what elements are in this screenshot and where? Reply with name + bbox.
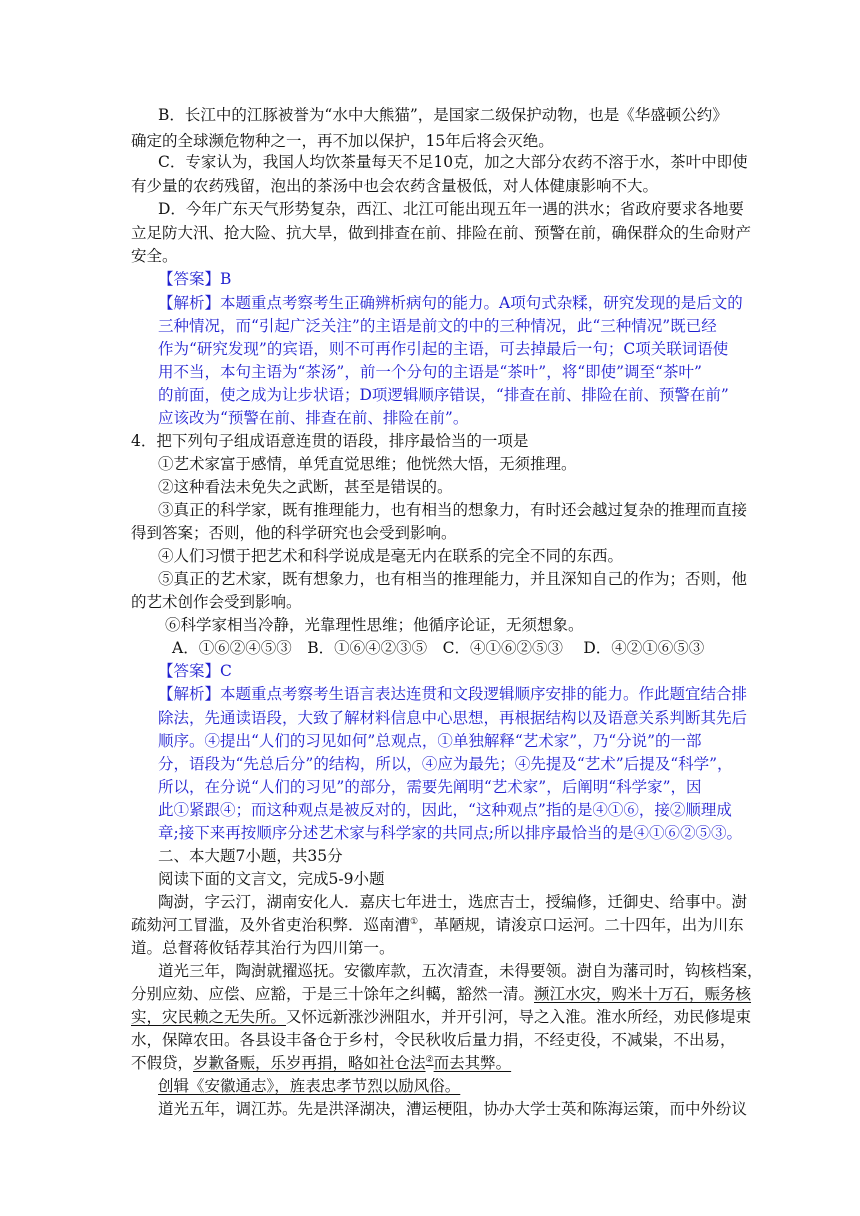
q4-sentence-1: ①艺术家富于感情，单凭直觉思维；他恍然大悟，无须推理。 xyxy=(158,455,577,473)
q4-analysis-line3: 顺序。④提出“人们的习见如何”总观点，①单独解释“艺术家”，乃“分说”的一部 xyxy=(158,732,702,750)
q3-analysis-line2: 三种情况，而“引起广泛关注”的主语是前文的中的三种情况，此“三种情况”既已经 xyxy=(158,317,717,335)
q4-sentence-5-line2: 的艺术创作会受到影响。 xyxy=(131,593,302,611)
q4-stem: 4．把下列句子组成语意连贯的语段，排序最恰当的一项是 xyxy=(131,432,529,450)
q3-option-c-line2: 有少量的农药残留，泡出的茶汤中也会农药含量极低，对人体健康影响不大。 xyxy=(131,177,659,195)
passage-p1-line3: 道。总督蒋攸铦荐其治行为四川第一。 xyxy=(131,939,395,957)
q4-answer: 【答案】C xyxy=(158,662,232,680)
q3-option-b-line2: 确定的全球濒危物种之一，再不加以保护，15年后将会灭绝。 xyxy=(131,132,554,150)
passage-p2-line3 xyxy=(131,1006,751,1028)
section-instruction: 阅读下面的文言文，完成5-9小题 xyxy=(158,870,385,888)
q3-option-c-line1: C．专家认为，我国人均饮茶量每天不足10克，加之大部分农药不溶于水，茶叶中即使 xyxy=(158,153,748,171)
passage-p2-line2-text: 分别应劾、应偿、应豁，于是三十馀年之纠轕，豁然一清。 xyxy=(131,985,535,1003)
q3-option-d-line2: 立足防大汛、抢大险、抗大旱，做到排查在前、排险在前、预警在前，确保群众的生命财产 xyxy=(131,224,752,242)
q4-sentence-4: ④人们习惯于把艺术和科学说成是毫无内在联系的完全不同的东西。 xyxy=(158,547,624,565)
q4-analysis-line4: 分，语段为“先总后分”的结构，所以，④应为最先；④先提及“艺术”后提及“科学”， xyxy=(158,755,733,773)
passage-p2-line5 xyxy=(131,1052,511,1074)
q4-analysis-line1: 【解析】本题重点考察考生语言表达连贯和文段逻辑顺序安排的能力。作此题宜结合排 xyxy=(158,685,748,703)
underlined-sentence-2a: 岁歉备赈，乐岁再捐，略如社仓法 xyxy=(193,1054,426,1072)
passage-p2-line2 xyxy=(131,983,751,1005)
q4-sentence-5-line1: ⑤真正的艺术家，既有想象力，也有相当的推理能力，并且深知自己的作为；否则，他 xyxy=(158,570,748,588)
q3-analysis-line4: 用不当，本句主语为“茶汤”，前一个分句的主语是“茶叶”，将“即使”调至“茶叶” xyxy=(158,363,702,381)
footnote-marker-2: ② xyxy=(425,1054,434,1065)
passage-p3-line1: 道光五年，调江苏。先是洪泽湖决，漕运梗阻，协办大学士英和陈海运策，而中外纷议 xyxy=(158,1100,748,1118)
q3-option-d-line1: D．今年广东天气形势复杂，西江、北江可能出现五年一遇的洪水；省政府要求各地要 xyxy=(158,200,744,218)
q3-analysis-line5: 的前面，使之成为让步状语；D项逻辑顺序错误，“排查在前、排险在前、预警在前” xyxy=(158,386,729,404)
q4-analysis-line6: 此①紧跟④；而这种观点是被反对的，因此，“这种观点”指的是④①⑥，接②顺理成 xyxy=(158,801,732,819)
q3-option-d-line3: 安全。 xyxy=(131,247,178,265)
q4-sentence-3-line2: 得到答案；否则，他的科学研究也会受到影响。 xyxy=(131,524,457,542)
q3-analysis-line1: 【解析】本题重点考察考生正确辨析病句的能力。A项句式杂糅，研究发现的是后文的 xyxy=(158,294,743,312)
passage-p2-line3-text: 又怀远新涨沙洲阻水，并开引河，导之入淮。淮水所经，劝民修堤束 xyxy=(286,1008,752,1026)
q4-options: A．①⑥②④⑤③ B．①⑥④②③⑤ C．④①⑥②⑤③ D．④②①⑥⑤③ xyxy=(172,639,705,657)
q3-option-b-line1: B．长江中的江豚被誉为“水中大熊猫”，是国家二级保护动物，也是《华盛顿公约》 xyxy=(158,106,728,124)
q3-answer: 【答案】B xyxy=(158,270,232,288)
q4-sentence-2: ②这种看法未免失之武断，甚至是错误的。 xyxy=(158,478,453,496)
q4-analysis-line5: 所以，在分说“人们的习见”的部分，需要先阐明“艺术家”，后阐明“科学家”，因 xyxy=(158,778,702,796)
passage-p1-line1: 陶澍，字云汀，湖南安化人．嘉庆七年进士，选庶吉士，授编修，迁御史、给事中。澍 xyxy=(158,893,748,911)
q4-analysis-line2: 除法，先通读语段，大致了解材料信息中心思想，再根据结构以及语意关系判断其先后 xyxy=(158,709,748,727)
q4-sentence-6: ⑥科学家相当冷静，光靠理性思维；他循序论证，无须想象。 xyxy=(165,616,584,634)
section-heading: 二、本大题7小题，共35分 xyxy=(158,847,343,865)
footnote-marker-1: ① xyxy=(410,916,419,927)
q4-analysis-line7: 章;接下来再按顺序分述艺术家与科学家的共同点;所以排序最恰当的是④①⑥②⑤③。 xyxy=(158,824,742,842)
underlined-sentence-2b: 而去其弊。 xyxy=(433,1054,512,1072)
passage-p1-line2-tail: ，革陋规，请浚京口运河。二十四年，出为川东 xyxy=(418,916,744,934)
q3-analysis-line6: 应该改为“预警在前、排查在前、排险在前”。 xyxy=(158,409,469,427)
passage-p2-line5-text: 不假贷， xyxy=(131,1054,194,1072)
q3-analysis-line3: 作为“研究发现”的宾语，则不可再作引起的主语，可去掉最后一句；C项关联词语使 xyxy=(158,340,729,358)
underlined-sentence-1b: 实，灾民赖之无失所。 xyxy=(131,1008,287,1026)
passage-p2-line4: 水，保障农田。各县设丰备仓于乡村，令民秋收后量力捐，不经吏役，不减粜，不出易， xyxy=(131,1031,736,1049)
passage-p1-line2-text: 疏劾河工冒滥，及外省吏治积弊．巡南漕 xyxy=(131,916,411,934)
passage-p1-line2 xyxy=(131,914,744,936)
underlined-sentence-1a: 濒江水灾，购米十万石，赈务核 xyxy=(534,985,752,1003)
q4-sentence-3-line1: ③真正的科学家，既有推理能力，也有相当的想象力，有时还会越过复杂的推理而直接 xyxy=(158,501,748,519)
passage-p2-line1: 道光三年，陶澍就擢巡抚。安徽库款，五次清查，未得要领。澍自为藩司时，钩核档案， xyxy=(158,962,763,980)
underlined-sentence-3: 创辑《安徽通志》，旌表忠孝节烈以励风俗。 xyxy=(158,1077,461,1095)
